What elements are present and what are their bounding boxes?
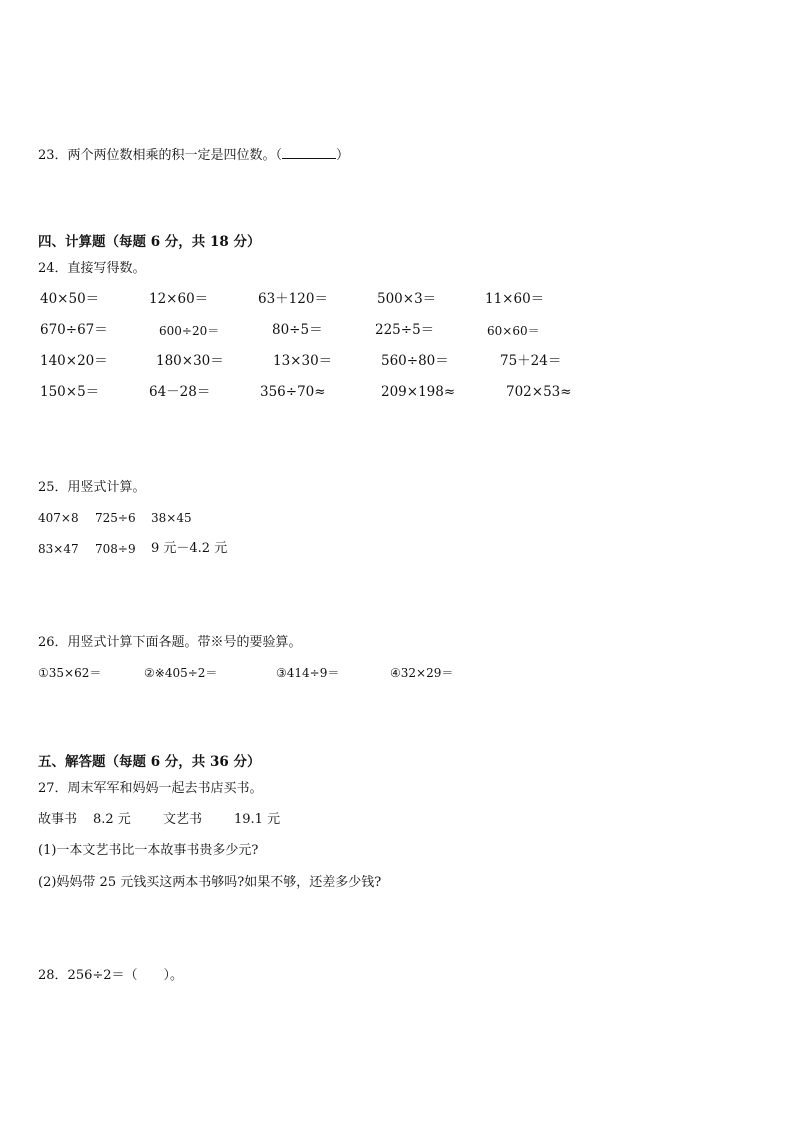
calc-item: 75＋24＝ — [500, 353, 562, 369]
book-1-name: 故事书 — [38, 812, 78, 827]
calc-item: 60×60＝ — [487, 324, 540, 338]
calc-item: 708÷9 — [95, 542, 136, 556]
calc-item: 209×198≈ — [381, 384, 456, 400]
calc-item: ③414÷9＝ — [276, 666, 340, 680]
book-2-price: 19.1 元 — [234, 812, 281, 827]
calc-item: 83×47 — [38, 542, 79, 556]
calc-item: 9 元－4.2 元 — [151, 541, 228, 556]
question-27-title: 27．周末军军和妈妈一起去书店买书。 — [38, 781, 263, 796]
calc-item: 80÷5＝ — [272, 322, 323, 338]
answer-blank[interactable] — [282, 148, 336, 159]
section-4-heading: 四、计算题（每题 6 分，共 18 分） — [38, 234, 261, 250]
question-26-title: 26．用竖式计算下面各题。带※号的要验算。 — [38, 635, 302, 650]
calc-item: ②※405÷2＝ — [144, 666, 218, 680]
calc-item: 725÷6 — [95, 511, 136, 525]
calc-item: 180×30＝ — [156, 353, 224, 369]
calc-item: 140×20＝ — [40, 353, 108, 369]
calc-item: ④32×29＝ — [390, 666, 454, 680]
calc-item: 12×60＝ — [149, 291, 209, 307]
calc-item: 64－28＝ — [149, 384, 211, 400]
question-27-sub-1: (1)一本文艺书比一本故事书贵多少元? — [38, 843, 259, 858]
calc-item: 702×53≈ — [506, 384, 572, 400]
question-23 — [38, 148, 349, 162]
calc-item: 500×3＝ — [377, 291, 437, 307]
calc-item: 600÷20＝ — [159, 324, 220, 338]
question-28: 28．256÷2＝（ ）。 — [38, 968, 184, 983]
calc-item: 150×5＝ — [40, 384, 100, 400]
book-2-name: 文艺书 — [163, 812, 203, 827]
calc-item: 670÷67＝ — [40, 322, 108, 338]
calc-item: 560÷80＝ — [381, 353, 449, 369]
calc-item: 40×50＝ — [40, 291, 100, 307]
question-23-text: 23．两个两位数相乘的积一定是四位数。（ — [38, 148, 283, 163]
calc-item: ①35×62＝ — [38, 666, 102, 680]
question-24-title: 24．直接写得数。 — [38, 261, 146, 276]
section-5-heading: 五、解答题（每题 6 分，共 36 分） — [38, 754, 261, 770]
calc-item: 63＋120＝ — [258, 291, 328, 307]
calc-item: 225÷5＝ — [375, 322, 435, 338]
calc-item: 13×30＝ — [273, 353, 333, 369]
question-25-title: 25．用竖式计算。 — [38, 480, 146, 495]
question-23-close: ） — [336, 148, 350, 163]
calc-item: 407×8 — [38, 511, 79, 525]
calc-item: 11×60＝ — [485, 291, 545, 307]
book-1-price: 8.2 元 — [93, 812, 131, 827]
calc-item: 356÷70≈ — [260, 384, 326, 400]
question-27-sub-2: (2)妈妈带 25 元钱买这两本书够吗?如果不够，还差多少钱? — [38, 875, 382, 890]
calc-item: 38×45 — [151, 511, 192, 525]
